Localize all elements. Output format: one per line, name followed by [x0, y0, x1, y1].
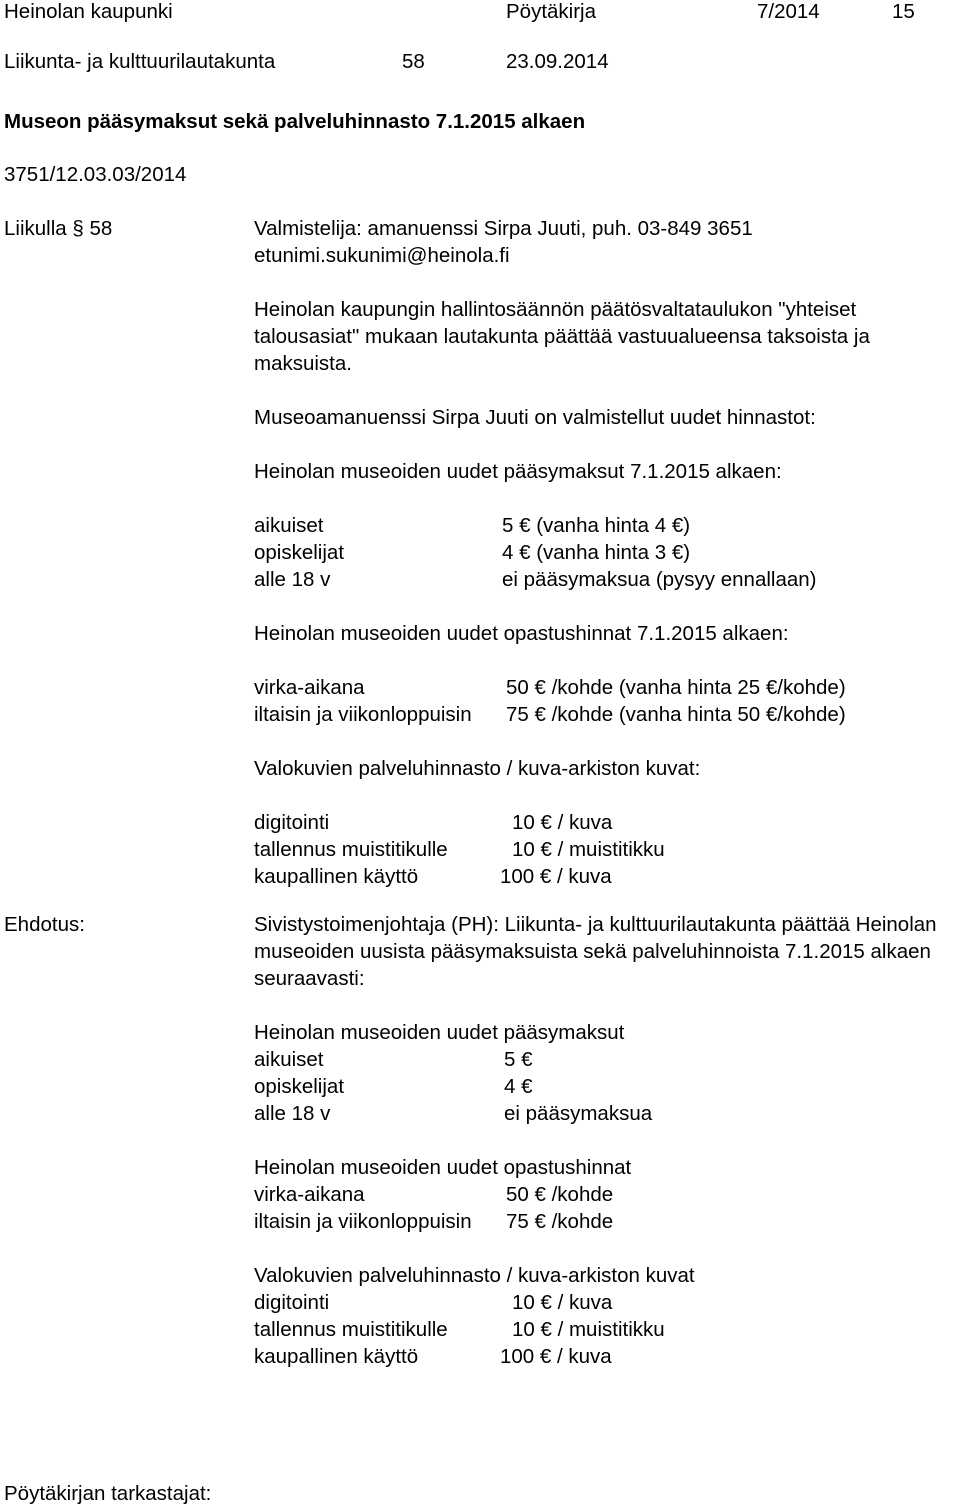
proposal-photo-row [254, 1289, 954, 1316]
document-type: Pöytäkirja [506, 0, 597, 23]
fee-row [254, 539, 954, 566]
proposal-fees-heading: Heinolan museoiden uudet pääsymaksut [254, 1021, 625, 1044]
document-number: 7/2014 [757, 0, 820, 23]
fees-heading: Heinolan museoiden uudet pääsymaksut 7.1.2015 alkaen: [254, 460, 782, 483]
proposal-fee-label: alle 18 v [254, 1102, 331, 1125]
proposal-text: Sivistystoimenjohtaja (PH): Liikunta- ja kulttuurilautakunta päättää Heinolan museoiden uusista pääsymaksuista sekä palveluhinnoista 7.1.2015 alkaen seuraavasti: [254, 913, 937, 990]
proposal-fee-value: 5 € [504, 1048, 533, 1071]
proposal-fee-row [254, 1046, 954, 1073]
proposal-photo-row [254, 1343, 954, 1370]
photo-pricing-list [254, 809, 954, 890]
photo-value: 10 € / kuva [512, 811, 613, 834]
tour-label: virka-aikana [254, 676, 365, 699]
proposal-tour-value: 75 € /kohde [506, 1210, 614, 1233]
fee-value: 5 € (vanha hinta 4 €) [502, 514, 691, 537]
protocol-checkers: Pöytäkirjan tarkastajat: [4, 1482, 212, 1505]
proposal-photo-list [254, 1289, 954, 1370]
photo-label: kaupallinen käyttö [254, 865, 419, 888]
proposal-fee-value: 4 € [504, 1075, 533, 1098]
tours-heading: Heinolan museoiden uudet opastushinnat 7.1.2015 alkaen: [254, 622, 789, 645]
proposal-column [254, 911, 954, 1370]
tour-row [254, 674, 954, 701]
document-title: Museon pääsymaksut sekä palveluhinnasto 7.1.2015 alkaen [4, 110, 586, 133]
preparer-email: etunimi.sukunimi@heinola.fi [254, 244, 510, 267]
proposal-tours-heading: Heinolan museoiden uudet opastushinnat [254, 1156, 632, 1179]
tour-value: 75 € /kohde (vanha hinta 50 €/kohde) [506, 703, 846, 726]
fee-value: ei pääsymaksua (pysyy ennallaan) [502, 568, 817, 591]
proposal-fees-list [254, 1046, 954, 1127]
proposal-tour-row [254, 1208, 954, 1235]
proposal-photo-heading: Valokuvien palveluhinnasto / kuva-arkiston kuvat [254, 1264, 695, 1287]
proposal-tour-label: virka-aikana [254, 1183, 365, 1206]
preparer-line: Valmistelija: amanuenssi Sirpa Juuti, puh. 03-849 3651 [254, 217, 753, 240]
tour-label: iltaisin ja viikonloppuisin [254, 703, 472, 726]
fee-row [254, 566, 954, 593]
proposal-fee-value: ei pääsymaksua [504, 1102, 653, 1125]
page-number: 15 [892, 0, 915, 23]
fee-label: alle 18 v [254, 568, 331, 591]
prepared-statement: Museoamanuenssi Sirpa Juuti on valmistellut uudet hinnastot: [254, 406, 816, 429]
body-column [254, 215, 954, 890]
section-label: Liikulla § 58 [4, 217, 113, 240]
fee-label: opiskelijat [254, 541, 345, 564]
proposal-photo-value: 10 € / muistitikku [512, 1318, 665, 1341]
tours-list [254, 674, 954, 728]
proposal-photo-label: digitointi [254, 1291, 330, 1314]
proposal-fee-row [254, 1100, 954, 1127]
section-number: 58 [402, 50, 425, 73]
meeting-date: 23.09.2014 [506, 50, 609, 73]
photo-value: 100 € / kuva [500, 865, 612, 888]
city-name: Heinolan kaupunki [4, 0, 173, 23]
proposal-photo-label: kaupallinen käyttö [254, 1345, 419, 1368]
proposal-label: Ehdotus: [4, 913, 85, 936]
proposal-photo-label: tallennus muistitikulle [254, 1318, 448, 1341]
proposal-tour-row [254, 1181, 954, 1208]
proposal-tour-label: iltaisin ja viikonloppuisin [254, 1210, 472, 1233]
proposal-tour-value: 50 € /kohde [506, 1183, 614, 1206]
proposal-photo-value: 10 € / kuva [512, 1291, 613, 1314]
proposal-tours-list [254, 1181, 954, 1235]
photo-row [254, 863, 954, 890]
proposal-fee-label: opiskelijat [254, 1075, 345, 1098]
tour-row [254, 701, 954, 728]
photo-pricing-heading: Valokuvien palveluhinnasto / kuva-arkiston kuvat: [254, 757, 701, 780]
fee-value: 4 € (vanha hinta 3 €) [502, 541, 691, 564]
proposal-fee-label: aikuiset [254, 1048, 324, 1071]
photo-value: 10 € / muistitikku [512, 838, 665, 861]
photo-row [254, 809, 954, 836]
intro-paragraph: Heinolan kaupungin hallintosäännön päätösvaltataulukon "yhteiset talousasiat" mukaan lautakunta päättää vastuualueensa taksoista ja maksuista. [254, 298, 870, 375]
committee-name: Liikunta- ja kulttuurilautakunta [4, 50, 276, 73]
proposal-photo-value: 100 € / kuva [500, 1345, 612, 1368]
fee-label: aikuiset [254, 514, 324, 537]
fees-list [254, 512, 954, 593]
proposal-fee-row [254, 1073, 954, 1100]
tour-value: 50 € /kohde (vanha hinta 25 €/kohde) [506, 676, 846, 699]
photo-label: digitointi [254, 811, 330, 834]
fee-row [254, 512, 954, 539]
reference-number: 3751/12.03.03/2014 [4, 163, 187, 186]
proposal-photo-row [254, 1316, 954, 1343]
photo-label: tallennus muistitikulle [254, 838, 448, 861]
photo-row [254, 836, 954, 863]
